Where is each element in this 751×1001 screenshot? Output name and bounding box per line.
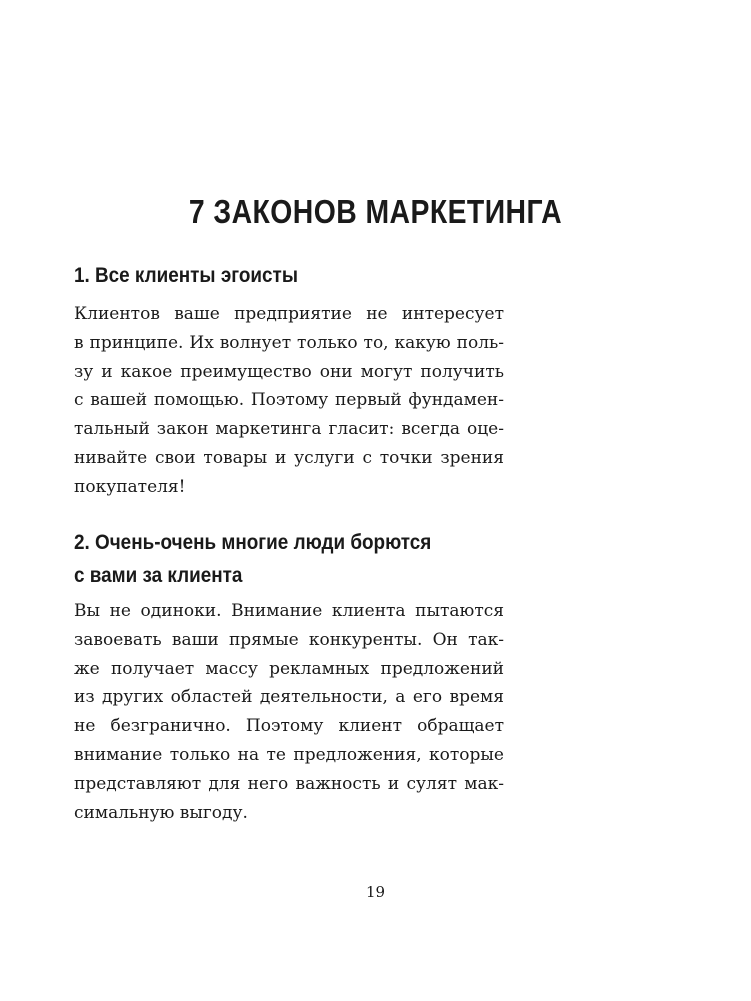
section-heading-line: 2. Очень-очень многие люди борются: [74, 531, 432, 554]
paragraph-line: внимание только на те предложения, которые: [74, 744, 504, 765]
paragraph-line: Клиентов ваше предприятие не интересует: [74, 304, 504, 324]
section-paragraph: [74, 300, 504, 502]
paragraph-line: из других областей деятельности, а его время: [74, 687, 504, 708]
section-heading: [74, 259, 614, 292]
paragraph-line: Вы не одиноки. Внимание клиента пытаются: [74, 601, 504, 621]
paragraph-line: же получает массу рекламных предложений: [74, 658, 504, 679]
paragraph-line: нивайте свои товары и услуги с точки зрения: [74, 447, 504, 468]
section-paragraph: [74, 597, 504, 827]
paragraph-line: завоевать ваши прямые конкуренты. Он так-: [74, 629, 504, 650]
section-heading: [74, 526, 614, 592]
section-heading-line: с вами за клиента: [74, 564, 243, 587]
paragraph-line: с вашей помощью. Поэтому первый фундамен-: [74, 390, 504, 411]
page-number: 19: [365, 883, 386, 901]
paragraph-line: не безгранично. Поэтому клиент обращает: [74, 716, 504, 737]
paragraph-line: представляют для него важность и сулят мак-: [74, 773, 504, 794]
paragraph-line: покупателя!: [74, 476, 186, 497]
section-heading-line: 1. Все клиенты эгоисты: [74, 264, 298, 287]
paragraph-line: тальный закон маркетинга гласит: всегда оце-: [74, 419, 504, 440]
paragraph-line: симальную выгоду.: [74, 802, 248, 823]
chapter-title: 7 ЗАКОНОВ МАРКЕТИНГА: [188, 193, 563, 230]
paragraph-line: зу и какое преимущество они могут получить: [74, 361, 504, 382]
paragraph-line: в принципе. Их волнует только то, какую поль-: [74, 332, 504, 353]
